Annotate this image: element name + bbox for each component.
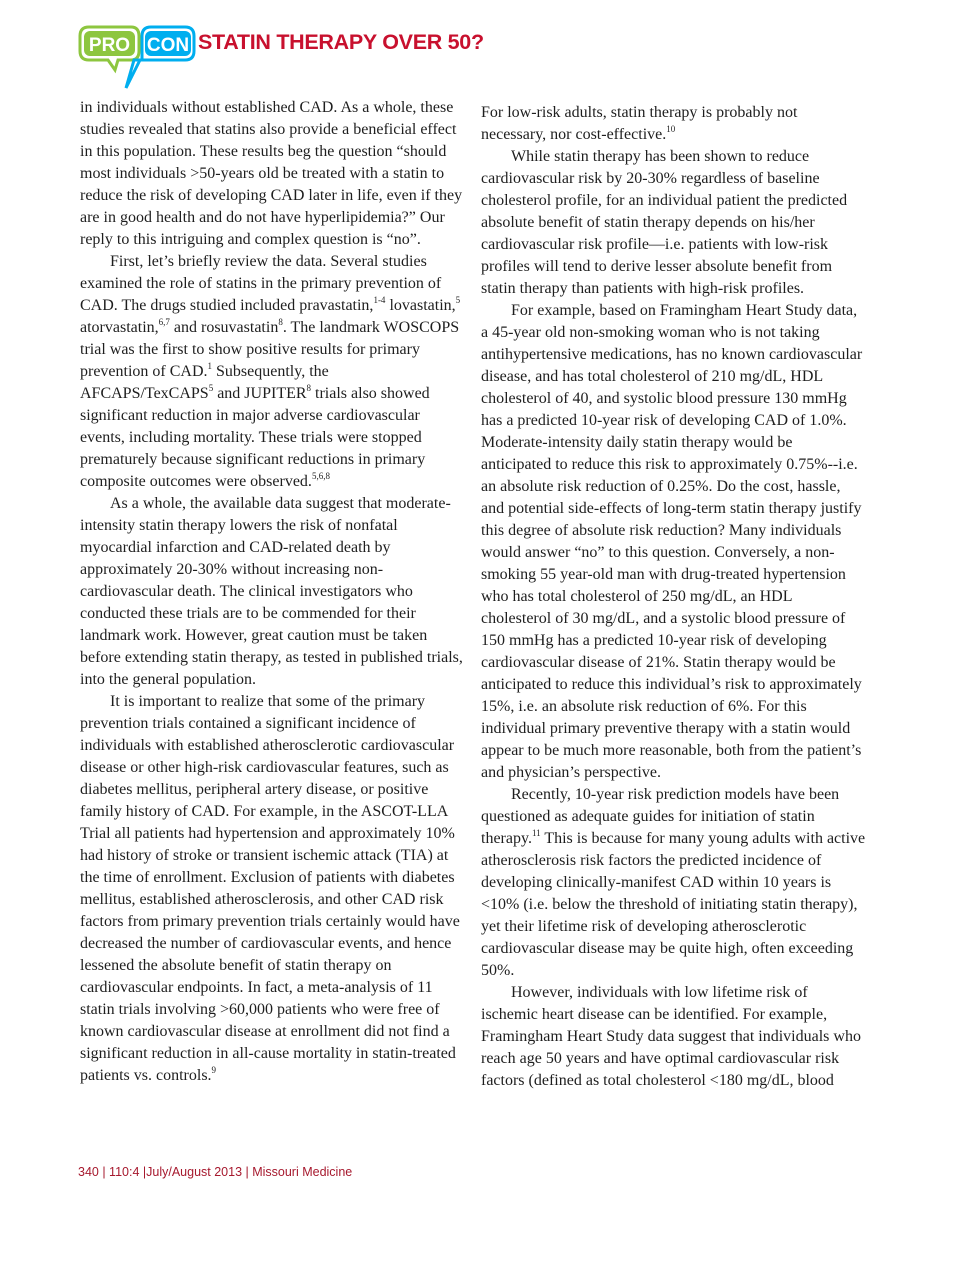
page-header: [78, 22, 578, 92]
logo-con-text: CON: [146, 35, 190, 56]
reference-marker: 5,6,8: [311, 471, 330, 481]
left-paragraph-2: First, let’s briefly review the data. Several studies examined the role of statins in the primary prevention of CAD. The drugs studied included pravastatin,$^{1-4}$ lovastatin,$^5$ atorvastatin,$^{6,7}$ and rosuvastatin$^8$. The landmark WOSCOPS trial was the first to show positive results for primary prevention of CAD.$^1$ Subsequently, the AFCAPS/TexCAPS$^5$ and JUPITER$^8$ trials also showed significant reduction in major adverse cardiovascular events, including mortality. These trials were stopped prematurely because significant reductions in primary composite outcomes were observed.$^{5,6,8}$: [80, 253, 461, 490]
right-column: [481, 102, 866, 1092]
header-title: STATIN THERAPY OVER 50?: [198, 30, 484, 54]
right-paragraph-3: For example, based on Framingham Heart Study data, a 45-year old non-smoking woman who is not taking antihypertensive medications, has no known cardiovascular disease, and has total cholesterol of 210 mg/dL, HDL cholesterol of 40, and systolic blood pressure 130 mmHg has a predicted 10-year risk of developing CAD of 1.0%. Moderate-intensity daily statin therapy would be anticipated to reduce this risk to approximately 0.75%--i.e. an absolute risk reduction of 0.25%. Do the cost, hassle, and potential side-effects of long-term statin therapy justify this degree of absolute risk reduction? Many individuals would answer “no” to this question. Conversely, a non-smoking 55 year-old man with drug-treated hypertension who has total cholesterol of 250 mg/dL, an HDL cholesterol of 30 mg/dL, and a systolic blood pressure of 150 mmHg has a predicted 10-year risk of developing cardiovascular disease of 21%. Statin therapy would be anticipated to reduce this individual’s risk to approximately 15%, i.e. an absolute risk reduction of 6%. For this individual primary preventive therapy with a statin would appear to be much more reasonable, both from the patient’s and physician’s perspective.: [481, 302, 863, 781]
right-paragraph-4: Recently, 10-year risk prediction models have been questioned as adequate guides for initiation of statin therapy.$^{11}$ This is because for many young adults with active atherosclerosis risk factors the predicted incidence of developing clinically-manifest CAD within 10 years is <10% (i.e. below the threshold of initiating statin therapy), yet their lifetime risk of developing atherosclerotic cardiovascular disease may be quite high, often exceeding 50%.: [481, 786, 866, 979]
right-paragraph-2: While statin therapy has been shown to reduce cardiovascular risk by 20-30% regardless of baseline cholesterol profile, for an individual patient the predicted absolute benefit of statin therapy depends on his/her cardiovascular risk profile—i.e. patients with low-risk profiles will tend to derive lesser absolute benefit from statin therapy than patients with high-risk profiles.: [481, 148, 848, 297]
left-paragraph-4: It is important to realize that some of the primary prevention trials contained a significant incidence of individuals with established atherosclerotic cardiovascular disease or other high-risk cardiovascular features, such as diabetes mellitus, peripheral artery disease, or positive family history of CAD. For example, in the ASCOT-LLA Trial all patients had hypertension and approximately 10% had history of stroke or transient ischemic attack (TIA) at the time of enrollment. Exclusion of patients with diabetes mellitus, established atherosclerosis, and other CAD risk factors from primary prevention trials certainly would have decreased the number of cardiovascular events, and hence lessened the absolute benefit of statin therapy on cardiovascular endpoints. In fact, a meta-analysis of 11 statin trials involving >60,000 patients who were free of known cardiovascular disease at enrollment did not find a significant reduction in all-cause mortality in statin-treated patients vs. controls.$^9$: [80, 693, 460, 1084]
reference-marker: 5: [208, 383, 214, 393]
reference-marker: 8: [306, 383, 312, 393]
reference-marker: 1-4: [373, 295, 386, 305]
reference-marker: 9: [211, 1065, 217, 1075]
reference-marker: 1: [207, 361, 213, 371]
reference-marker: 5: [455, 295, 461, 305]
left-paragraph-3: As a whole, the available data suggest that moderate-intensity statin therapy lowers the risk of nonfatal myocardial infarction and CAD-related death by approximately 20-30% without increasing non-cardiovascular death. The clinical investigators who conducted these trials are to be commended for their landmark work. However, great caution must be taken before extending statin therapy, as tested in published trials, into the general population.: [80, 495, 463, 688]
left-paragraph-1: in individuals without established CAD. As a whole, these studies revealed that statins also provide a beneficial effect in this population. These results beg the question “should most individuals >50-years old be treated with a statin to reduce the risk of developing CAD later in life, even if they are in good health and do not have hyperlipidemia?” Our reply to this intriguing and complex question is “no”.: [80, 99, 463, 248]
reference-marker: 10: [666, 124, 676, 134]
logo-pro-text: PRO: [88, 35, 131, 56]
reference-marker: 8: [278, 317, 283, 327]
procon-logo: [78, 22, 198, 92]
reference-marker: 6,7: [158, 317, 170, 327]
right-paragraph-1: For low-risk adults, statin therapy is probably not necessary, nor cost-effective.$^{10}$: [481, 104, 798, 143]
left-column: [80, 97, 465, 1087]
page-footer: 340 | 110:4 |July/August 2013 | Missouri Medicine: [78, 1165, 353, 1179]
right-paragraph-5: However, individuals with low lifetime risk of ischemic heart disease can be identified. For example, Framingham Heart Study data suggest that individuals who reach age 50 years and have optimal cardiovascular risk factors (defined as total cholesterol <180 mg/dL, blood: [481, 984, 861, 1089]
reference-marker: 11: [531, 828, 541, 838]
